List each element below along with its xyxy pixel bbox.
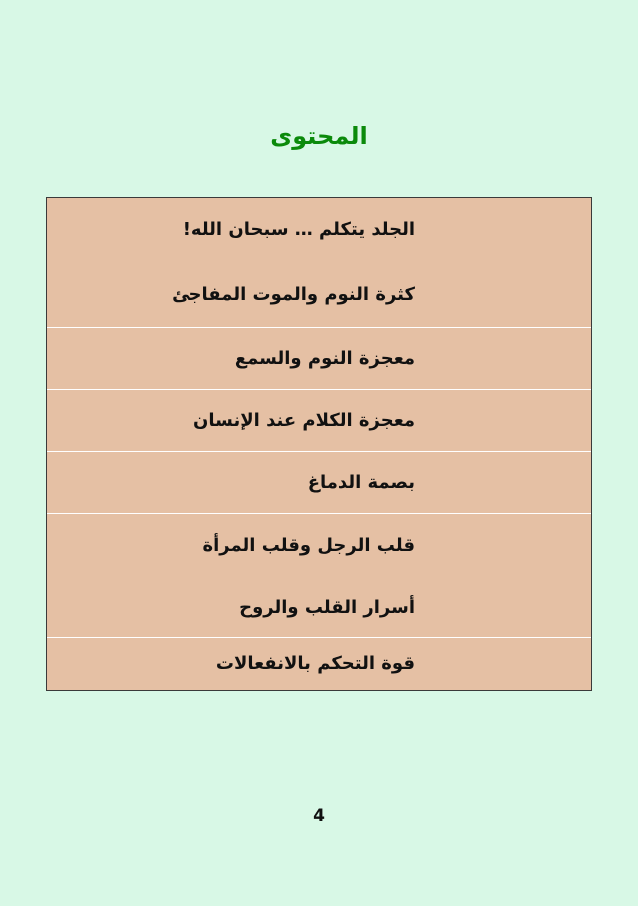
toc-row — [47, 262, 591, 328]
table-of-contents — [46, 197, 592, 691]
toc-row — [47, 638, 591, 690]
toc-row — [47, 328, 591, 390]
page-title: المحتوى — [270, 122, 368, 150]
toc-item-label: قوة التحكم بالانفعالات — [215, 653, 415, 674]
toc-row — [47, 578, 591, 638]
toc-row — [47, 514, 591, 578]
toc-item-label: بصمة الدماغ — [307, 471, 415, 493]
toc-item-label: معجزة الكلام عند الإنسان — [193, 409, 415, 431]
toc-item-label: قلب الرجل وقلب المرأة — [202, 535, 415, 556]
toc-item-label: أسرار القلب والروح — [239, 596, 415, 618]
toc-row — [47, 452, 591, 514]
toc-row — [47, 390, 591, 452]
page-number: 4 — [313, 806, 325, 826]
toc-item-label: معجزة النوم والسمع — [234, 347, 415, 369]
toc-row — [47, 198, 591, 262]
toc-item-label: الجلد يتكلم … سبحان الله! — [182, 219, 415, 240]
toc-item-label: كثرة النوم والموت المفاجئ — [172, 283, 415, 305]
